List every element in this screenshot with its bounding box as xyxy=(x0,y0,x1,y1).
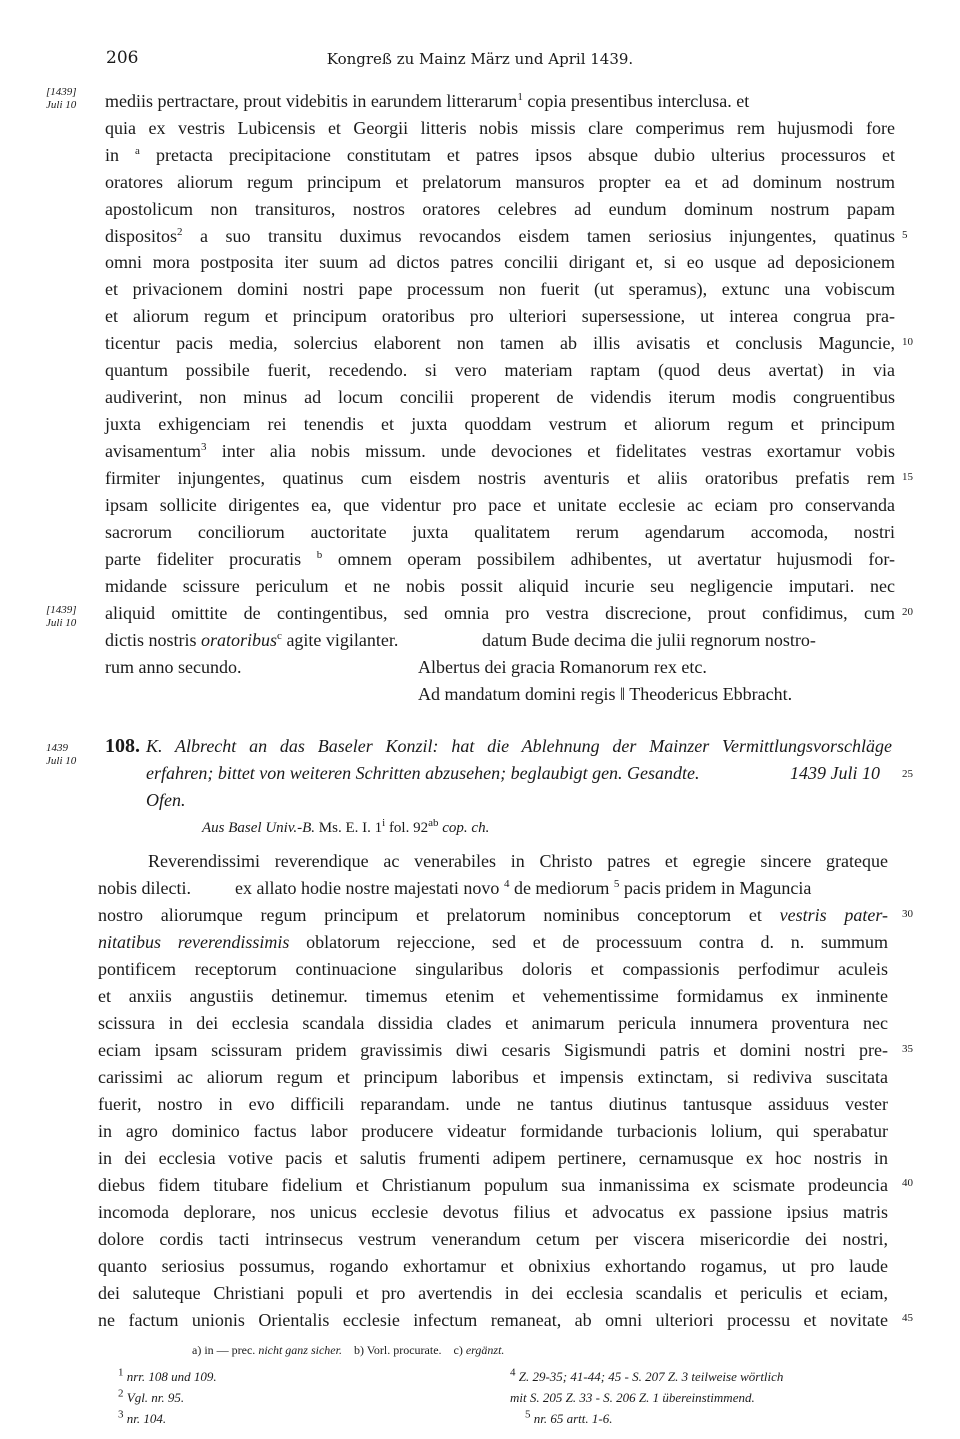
critical-apparatus: a) in — prec. nicht ganz sicher. b) Vorl. procurate. c) ergänzt. xyxy=(192,1343,505,1357)
text-line: fuerit, nostro in evo difficili reparandam. unde ne tantus diutinus tantusque assiduus vester xyxy=(98,1094,888,1114)
text-line: scissura in dei ecclesia scandala dissidia clades et animarum pericula innumera proventura nec xyxy=(98,1013,888,1033)
text-line: carissimi ac aliorum regum et principum laboribus et impensis extinctam, si rediviva suscitata xyxy=(98,1067,888,1087)
entry-date: 1439 Juli 10 xyxy=(790,763,880,783)
text-line: nobis dilecti. xyxy=(98,878,191,898)
margin-date-bottom: [1439] Juli 10 xyxy=(46,604,77,629)
text-line: parte fideliter procuratis $^b$ omnem operam possibilem adhibentes, ut avertatur hujusmodi for- xyxy=(105,549,896,569)
text-line: dictis nostris oratoribus$^c$ agite vigilanter. xyxy=(105,630,399,650)
text-line: omni mora postposita iter suum ad dictos patres concilii dirigant et, si eo usque ad deposicionem xyxy=(105,252,895,272)
text-line: apostolicum non transituros, nostros oratores celebres ad eundum dominum nostrum papam xyxy=(105,199,895,219)
line-number: 25 xyxy=(902,768,913,780)
margin-date-top: [1439] Juli 10 xyxy=(46,86,77,111)
dating-clause: datum Bude decima die julii regnorum nostro- xyxy=(482,630,816,650)
text-line: pontificem receptorum continuacione singularibus doloris et compassionis perfodimur aculeis xyxy=(98,959,888,979)
footnote: mit S. 205 Z. 33 - S. 206 Z. 1 übereinstimmend. xyxy=(510,1390,755,1405)
text-line: in dei ecclesia votive pacis et salutis frumenti adipem pertinere, cernamusque ex hoc nostris in xyxy=(98,1148,888,1168)
text-line: in agro dominico factus labor producere videatur formidande turbacionis lolium, qui sperabatur xyxy=(98,1121,888,1141)
text-line: sacrorum conciliorum auctoritate juxta qualitatem rerum agendarum accomoda, nostri xyxy=(105,522,895,542)
line-number: 5 xyxy=(902,229,908,241)
text-line: juxta exhigenciam rei tenendis et juxta quoddam vestrum et aliorum regum et principum xyxy=(105,414,895,434)
line-number: 10 xyxy=(902,336,913,348)
text-line: midande scissure periculum et ne nobis possit aliquid incurie seu negligencie imputari. nec xyxy=(105,576,895,596)
text-line: in $^a$ pretacta precipitacione constitutam et patres ipsos absque dubio ulterius processuros et xyxy=(105,145,896,165)
footnote: $^1$ nrr. 108 und 109. xyxy=(118,1366,217,1384)
text-line: nitatibus reverendissimis oblatorum rejeccione, sed et de processuum contra d. n. summum xyxy=(98,932,889,952)
footnote: $^3$ nr. 104. xyxy=(118,1408,167,1426)
page-number: 206 xyxy=(106,48,139,68)
entry-number: 108. xyxy=(105,735,140,757)
entry-regest: erfahren; bittet von weiteren Schritten abzusehen; beglaubigt gen. Gesandte. xyxy=(146,763,700,783)
text-line: ex allato hodie nostre majestati novo $^4$ de mediorum $^5$ pacis pridem in Maguncia xyxy=(235,878,812,898)
text-line: ipsam sollicite dirigentes ea, que videntur pro pace et unitate ecclesie ac eciam pro conservanda xyxy=(105,495,895,515)
text-line: eciam ipsam scissuram pridem gravissimis diwi cesaris Sigismundi patris et domini nostri pre- xyxy=(98,1040,888,1060)
line-number: 30 xyxy=(902,908,913,920)
footnote: $^4$ Z. 29-35; 41-44; 45 - S. 207 Z. 3 teilweise wörtlich xyxy=(510,1366,784,1384)
text-line: quanto seriosius possumus, rogando exhortamur et obnixius exhortando rogamus, ut pro laude xyxy=(98,1256,888,1276)
text-line: mediis pertractare, prout videbitis in earundem litterarum$^1$ copia presentibus interclusa. et xyxy=(105,91,750,111)
text-line: dispositos$^2$ a suo transitu duximus revocandos eisdem tamen seriosius injungentes, quatinus xyxy=(105,226,895,246)
running-title: Kongreß zu Mainz März und April 1439. xyxy=(326,50,634,68)
text-line: avisamentum$^3$ inter alia nobis missum. unde devociones et fidelitates vestras exortamur vobis xyxy=(105,441,896,461)
text-line: oratores aliorum regum principum et prelatorum mansuros propter ea et ad dominum nostrum xyxy=(105,172,895,192)
text-line: quia ex vestris Lubicensis et Georgii litteris nobis missis clare comperimus rem hujusmodi fore xyxy=(105,118,895,138)
text-line: et privacionem domini nostri pape processum non fuerit (ut speramus), extunc una vobiscum xyxy=(105,279,895,299)
chancery-note: Ad mandatum domini regis ‖ Theodericus Ebbracht. xyxy=(418,684,793,704)
footnote: $^5$ nr. 65 artt. 1-6. xyxy=(525,1408,613,1426)
text-line: nostro aliorumque regum principum et prelatorum nominibus conceptorum et vestris pater- xyxy=(98,905,888,925)
text-line: rum anno secundo. xyxy=(105,657,242,677)
entry-place: Ofen. xyxy=(146,790,186,810)
line-number: 15 xyxy=(902,471,913,483)
line-number: 45 xyxy=(902,1312,913,1324)
footnote: $^2$ Vgl. nr. 95. xyxy=(118,1387,185,1405)
source-line: Aus Basel Univ.-B. Ms. E. I. 1$^i$ fol. $92^{ab}$ cop. ch. xyxy=(202,817,490,836)
line-number: 40 xyxy=(902,1177,913,1189)
text-line: ticentur pacis media, solercius elaborent non tamen ab illis avisatis et conclusis Maguncie, xyxy=(105,333,895,353)
entry-regest: K. Albrecht an das Baseler Konzil: hat die Ablehnung der Mainzer Vermittlungsvorschläge xyxy=(146,736,892,756)
text-line: dei saluteque Christiani populi et pro avertendis in dei ecclesia scandalis et periculis et eciam, xyxy=(98,1283,888,1303)
line-number: 20 xyxy=(902,606,913,618)
text-line: ne factum unionis Orientalis ecclesie infectum remaneat, ab omni ulteriori processu et novitate xyxy=(98,1310,888,1330)
text-line: et aliorum regum et principum oratoribus pro ulteriori supersessione, ut interea congrua pra- xyxy=(105,306,895,326)
signature-line: Albertus dei gracia Romanorum rex etc. xyxy=(418,657,707,677)
text-line: incomoda deplorare, nos unicus ecclesie devotus filius et advocatus ex passione ipsius matris xyxy=(98,1202,888,1222)
text-line: diebus fidem titubare fidelium et Christianum populum sua inmanissima ex scismate prodeuncia xyxy=(98,1175,888,1195)
text-line: dolore cordis tacti intrinsecus vestrum venerandum cetum per viscera misericordie dei nostri, xyxy=(98,1229,888,1249)
text-line: Reverendissimi reverendique ac venerabiles in Christo patres et egregie sincere grateque xyxy=(148,851,888,871)
text-line: et anxiis angustiis detinemur. timemus etenim et vehementissime formidamus ex inminente xyxy=(98,986,888,1006)
entry-margin-date: 1439 Juli 10 xyxy=(46,742,77,767)
text-line: quantum possibile fuerit, recedendo. si vero materiam raptam (quod deus avertat) in via xyxy=(105,360,895,380)
text-line: firmiter injungentes, quatinus cum eisdem nostris aventuris et aliis oratoribus prefatis rem xyxy=(105,468,895,488)
text-line: aliquid omittite de contingentibus, sed omnia pro vestra discrecione, prout confidimus, cum xyxy=(105,603,895,623)
line-number: 35 xyxy=(902,1043,913,1055)
text-line: audiverint, non minus ad locum concilii properent de videndis iterum modis congruentibus xyxy=(105,387,895,407)
